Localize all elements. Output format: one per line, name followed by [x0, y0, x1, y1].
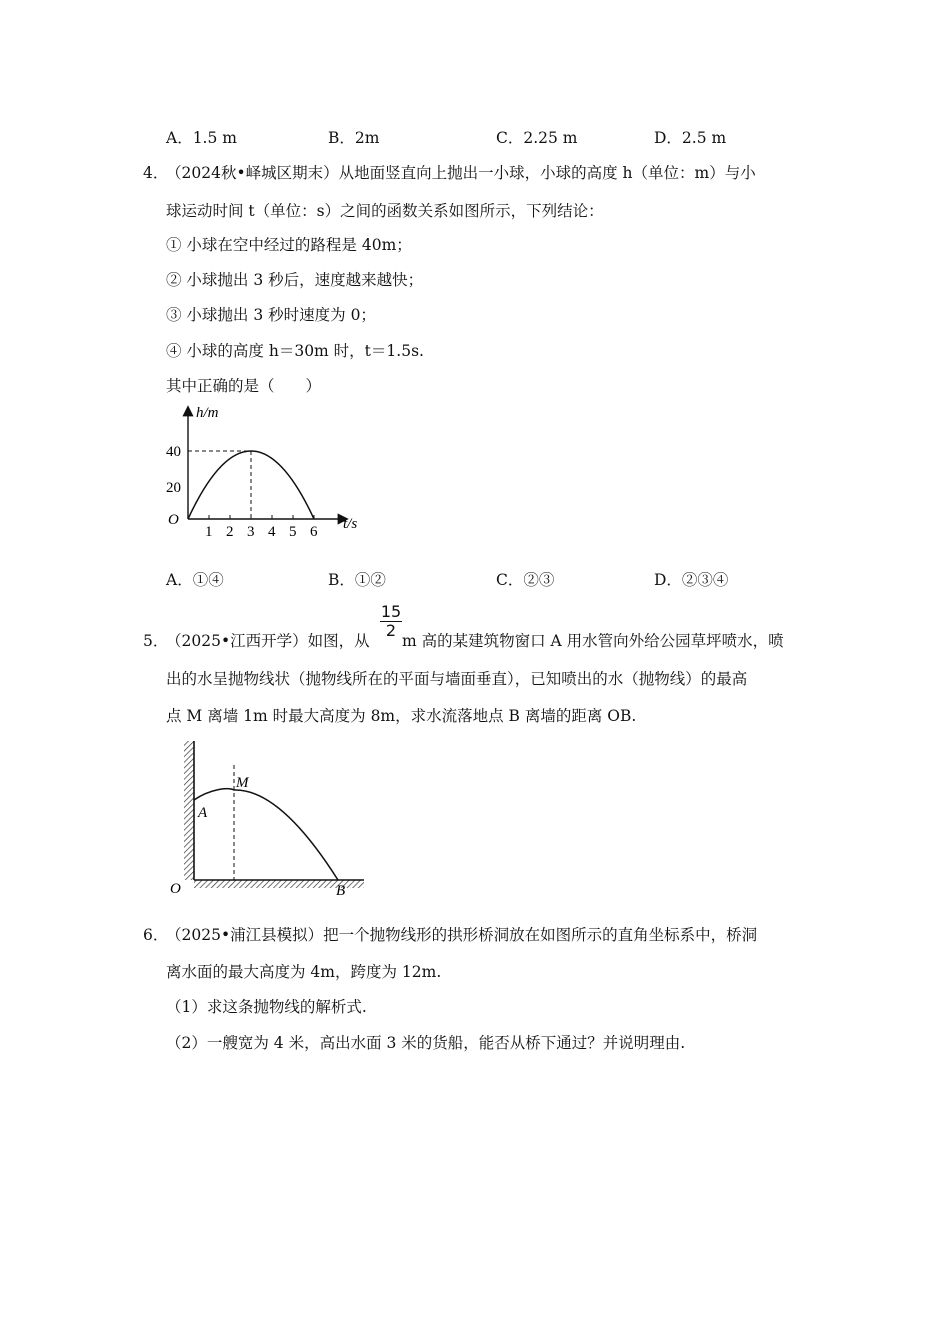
x-tick-label: 5: [289, 524, 297, 540]
question-number: 6．: [143, 926, 169, 944]
sub-question-1: （1）求这条抛物线的解析式.: [166, 998, 367, 1016]
x-tick-label: 2: [226, 524, 234, 540]
sub-question-2: （2）一艘宽为 4 米，高出水面 3 米的货船，能否从桥下通过？并说明理由.: [166, 1034, 686, 1052]
height-time-graph: [160, 400, 380, 545]
y-axis-label: h/m: [196, 405, 219, 421]
option-a: A．①④: [166, 571, 224, 589]
point-a-label: A: [198, 805, 208, 821]
wall-water-figure: [160, 735, 380, 895]
question-text: （2025•浦江县模拟）把一个抛物线形的拱形桥洞放在如图所示的直角坐标系中，桥洞: [166, 926, 758, 944]
question-text: 离水面的最大高度为 4m，跨度为 12m.: [166, 963, 442, 981]
statement-1: ① 小球在空中经过的路程是 40m；: [166, 236, 412, 254]
fraction-denominator: 2: [385, 621, 397, 640]
statement-2: ② 小球抛出 3 秒后，速度越来越快；: [166, 271, 424, 289]
y-tick-label: 40: [166, 444, 181, 460]
question-prompt: 其中正确的是（ ）: [166, 377, 322, 395]
point-m-label: M: [236, 775, 249, 791]
option-d: D．2.5 m: [654, 129, 727, 147]
water-parabola: [194, 789, 338, 880]
x-tick-label: 3: [247, 524, 255, 540]
option-a: A．1.5 m: [166, 129, 237, 147]
option-c: C．2.25 m: [496, 129, 578, 147]
question-text: 点 M 离墙 1m 时最大高度为 8m，求水流落地点 B 离墙的距离 OB.: [166, 707, 637, 725]
wall-hatching: [184, 741, 194, 880]
option-b: B．2m: [328, 129, 380, 147]
question-number: 4．: [143, 164, 169, 182]
statement-4: ④ 小球的高度 h＝30m 时，t＝1.5s.: [166, 342, 424, 360]
option-b: B．①②: [328, 571, 386, 589]
origin-label: O: [168, 512, 179, 528]
question-text: （2025•江西开学）如图，从: [166, 632, 370, 650]
point-b-label: B: [336, 883, 346, 895]
origin-label: O: [170, 881, 181, 895]
question-text: （2024秋•峄城区期末）从地面竖直向上抛出一小球，小球的高度 h（单位：m）与小: [166, 164, 756, 182]
question-text: 球运动时间 t（单位：s）之间的函数关系如图所示，下列结论：: [166, 202, 604, 220]
option-c: C．②③: [496, 571, 555, 589]
x-tick-label: 1: [205, 524, 213, 540]
y-tick-label: 20: [166, 480, 181, 496]
x-tick-label: 6: [310, 524, 318, 540]
question-text: 出的水呈抛物线状（抛物线所在的平面与墙面垂直），已知喷出的水（抛物线）的最高: [166, 670, 748, 688]
fraction-numerator: 15: [380, 602, 402, 621]
statement-3: ③ 小球抛出 3 秒时速度为 0；: [166, 306, 376, 324]
x-axis-label: t/s: [343, 516, 358, 532]
x-tick-label: 4: [268, 524, 276, 540]
question-text: m 高的某建筑物窗口 A 用水管向外给公园草坪喷水，喷: [402, 632, 784, 650]
question-number: 5．: [143, 632, 169, 650]
option-d: D．②③④: [654, 571, 729, 589]
